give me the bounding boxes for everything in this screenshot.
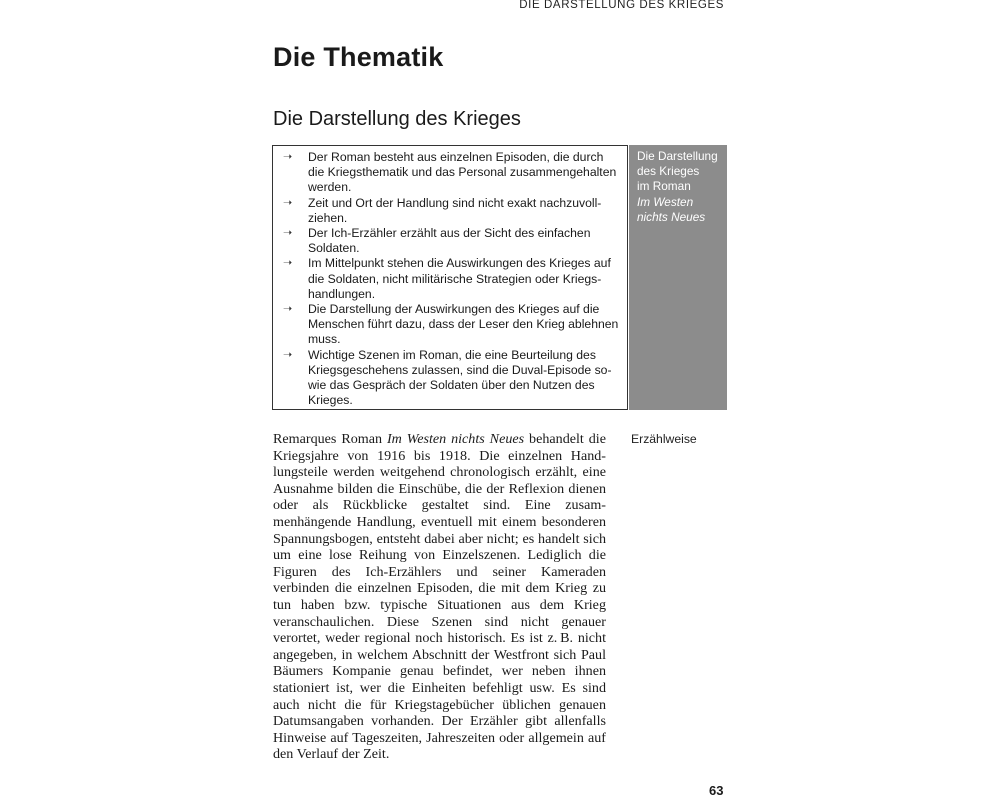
summary-item-text: Der Ich-Erzähler erzählt aus der Sicht des einfachen Soldaten. — [308, 226, 591, 256]
section-title: Die Darstellung des Krieges — [273, 108, 521, 130]
margin-note: Erzählweise — [631, 432, 697, 446]
summary-item — [281, 226, 619, 256]
arrow-right-icon: ➝ — [283, 227, 293, 240]
margin-box-line: im Roman — [637, 179, 691, 194]
summary-item — [281, 302, 619, 348]
arrow-right-icon: ➝ — [283, 196, 293, 209]
page-number: 63 — [709, 783, 724, 798]
summary-item-text: Im Mittelpunkt stehen die Auswirkungen des Krieges auf die Soldaten, nicht militärische Strategien oder Kriegshandlungen. — [308, 256, 611, 301]
summary-box — [272, 145, 628, 410]
running-head: DIE DARSTELLUNG DES KRIEGES — [519, 0, 724, 11]
arrow-right-icon: ➝ — [283, 303, 293, 316]
summary-item — [281, 196, 619, 226]
margin-box-line-italic: Im Westen — [637, 194, 694, 209]
margin-box-line-italic: nichts Neues — [637, 209, 706, 224]
summary-item — [281, 348, 619, 409]
summary-item-text: Zeit und Ort der Handlung sind nicht exakt nachzuvollziehen. — [308, 195, 602, 225]
summary-list — [281, 150, 619, 408]
arrow-right-icon: ➝ — [283, 257, 293, 270]
arrow-right-icon: ➝ — [283, 151, 293, 163]
summary-item — [281, 150, 619, 196]
body-paragraph — [273, 431, 606, 763]
body-text-start: Remarques Roman — [273, 431, 387, 447]
summary-item — [281, 256, 619, 302]
chapter-title: Die Thematik — [273, 42, 444, 72]
summary-item-text: Wichtige Szenen im Roman, die eine Beurteilung des Kriegsgeschehens zulassen, sind die Duval-Episode sowie das Gespräch der Soldaten über den Nutzen des Krieges. — [308, 347, 612, 408]
summary-item-text: Der Roman besteht aus einzelnen Episoden, die durch die Kriegsthematik und das Personal zusammengehalten werden. — [308, 150, 617, 195]
margin-grey-box — [629, 145, 727, 410]
margin-box-line: Die Darstellung — [637, 149, 718, 163]
margin-box-line: des Krieges — [637, 164, 700, 179]
novel-title: Im Westen nichts Neues — [386, 431, 525, 447]
summary-item-text: Die Darstellung der Auswirkungen des Krieges auf die Menschen führt dazu, dass der Leser den Krieg ablehnen muss. — [308, 302, 619, 347]
body-text-rest: behandelt die Kriegsjahre von 1916 bis 1918. Die einzelnen Handlungsteile werden weitgehend chronologisch erzählt, eine Ausnahme bilden die Einschübe, die der Reflexion dienen oder als Rückblicke gestaltet sind. Eine zusammenhängende Handlung, eventuell mit einem besonderen Spannungsbogen, entsteht dabei aber nicht; es handelt sich um eine lose Reihung von Einzelszenen. Lediglich die Figuren des Ich-Erzählers und seiner Kameraden verbinden die einzelnen Episoden, die mit dem Krieg zu tun haben bzw. typische Situationen aus dem Krieg veranschaulichen. Diese Szenen sind nicht genauer verortet, weder regional noch historisch. Es ist z. B. nicht angegeben, in welchem Abschnitt der Westfront sich Paul Bäumers Kompanie genau befindet, wer neben ihnen stationiert ist, wer die Einheiten befehligt usw. Es sind auch nicht die für Kriegstagebücher üblichen genauen Datumsangaben vorhanden. Der Erzähler gibt allenfalls Hinweise auf Tageszeiten, Jahreszeiten oder allgemein auf den Verlauf der Zeit. — [273, 431, 606, 763]
arrow-right-icon: ➝ — [283, 348, 293, 361]
